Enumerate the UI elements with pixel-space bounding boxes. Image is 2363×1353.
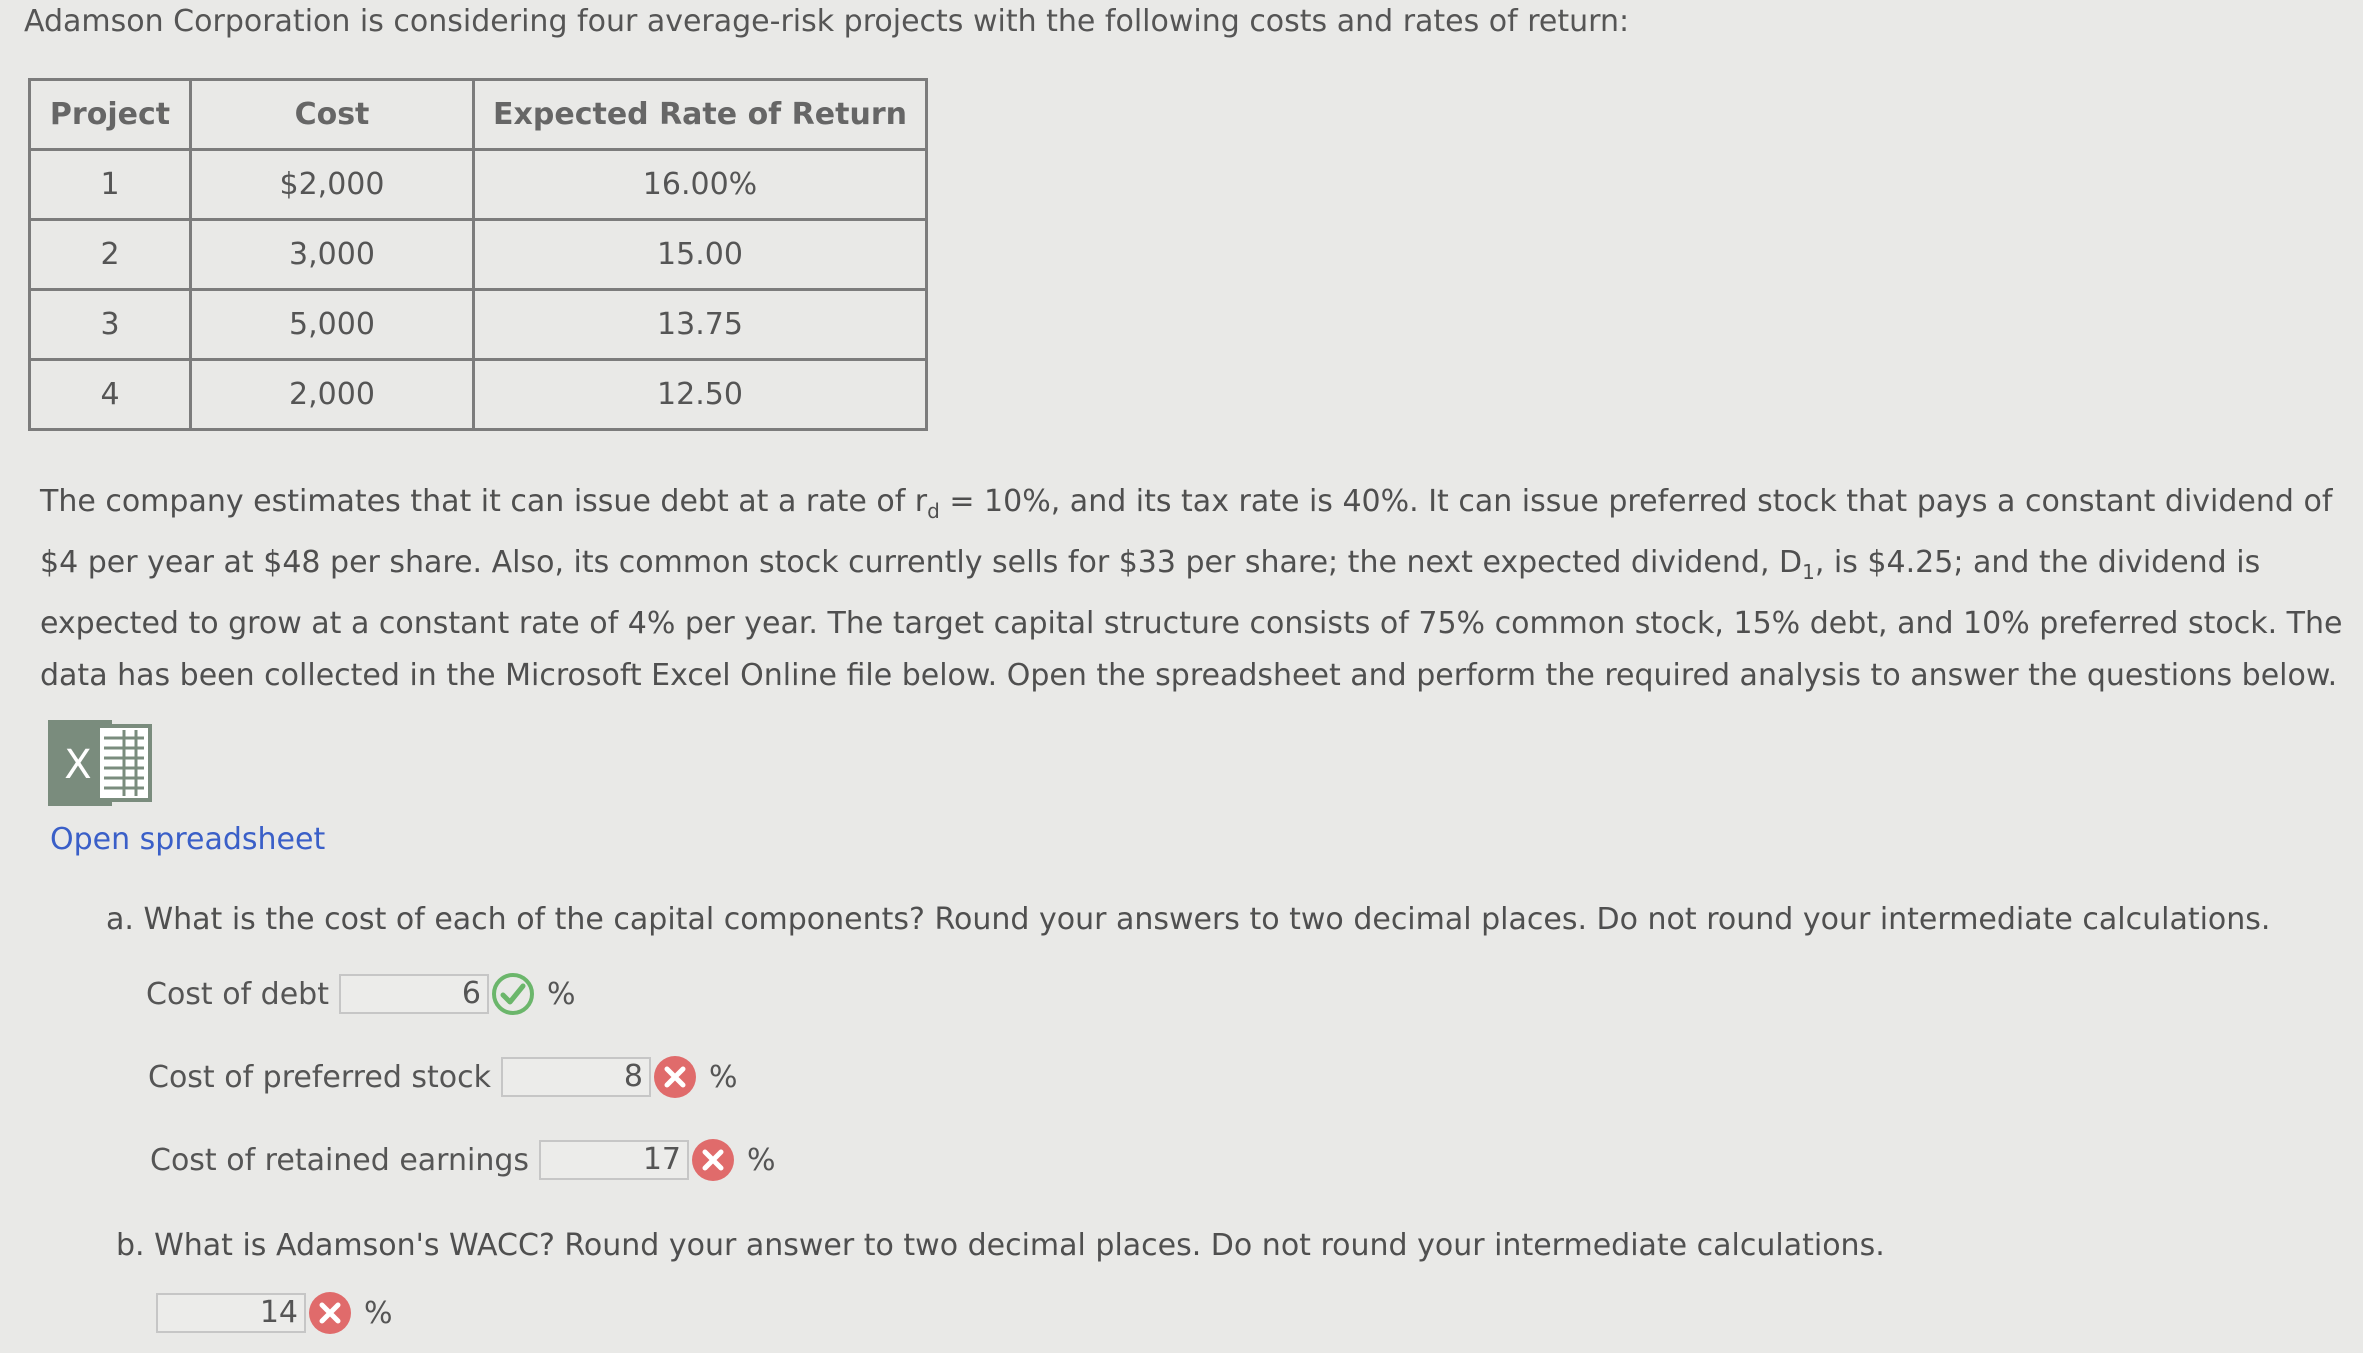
paragraph-part-2: = 10%, and its tax rate is 40%. It can issue preferred stock that pays a constant dividend of $4 per year at $48 per share. Also, its common stock currently sells for $33 per share; the next expected dividend, D xyxy=(40,484,2333,580)
table-row xyxy=(30,360,927,430)
projects-table xyxy=(28,78,928,431)
answer-row-cost-of-retained xyxy=(150,1138,776,1182)
paragraph-part-3: , is $4.25; and the dividend is expected to grow at a constant rate of 4% per year. The target capital structure consists of 75% common stock, 15% debt, and 10% preferred stock. The data has been collected in the Microsoft Excel Online file below. Open the spreadsheet and perform the required analysis to answer the questions below. xyxy=(40,545,2343,693)
cell-cost: 3,000 xyxy=(191,220,474,290)
cell-rate: 15.00 xyxy=(474,220,927,290)
answer-row-cost-of-preferred xyxy=(148,1055,738,1099)
cost-of-retained-input[interactable]: 17 xyxy=(539,1140,689,1180)
cell-rate: 12.50 xyxy=(474,360,927,430)
cost-of-preferred-label: Cost of preferred stock xyxy=(148,1059,492,1095)
wacc-input[interactable]: 14 xyxy=(156,1293,306,1333)
wacc-unit: % xyxy=(364,1295,393,1331)
cost-of-preferred-unit: % xyxy=(709,1059,738,1095)
excel-icon-letter: X xyxy=(64,742,92,788)
cell-cost: $2,000 xyxy=(191,150,474,220)
paragraph-part-1: The company estimates that it can issue debt at a rate of r xyxy=(40,484,928,519)
cost-of-debt-input[interactable]: 6 xyxy=(339,974,489,1014)
open-spreadsheet-link[interactable]: Open spreadsheet xyxy=(50,822,326,857)
subscript-1: 1 xyxy=(1802,560,1815,584)
cost-of-debt-unit: % xyxy=(547,976,576,1012)
cell-rate: 16.00% xyxy=(474,150,927,220)
question-b: b. What is Adamson's WACC? Round your answer to two decimal places. Do not round your intermediate calculations. xyxy=(116,1228,1885,1263)
incorrect-icon xyxy=(308,1291,352,1335)
incorrect-icon xyxy=(653,1055,697,1099)
subscript-d: d xyxy=(927,499,940,523)
header-rate: Expected Rate of Return xyxy=(474,80,927,150)
answer-row-cost-of-debt xyxy=(146,972,576,1016)
cost-of-retained-unit: % xyxy=(747,1142,776,1178)
cell-rate: 13.75 xyxy=(474,290,927,360)
cell-project: 1 xyxy=(30,150,191,220)
cell-project: 2 xyxy=(30,220,191,290)
excel-icon[interactable] xyxy=(48,714,156,812)
header-project: Project xyxy=(30,80,191,150)
cost-of-preferred-input[interactable]: 8 xyxy=(501,1057,651,1097)
table-row xyxy=(30,150,927,220)
cell-cost: 2,000 xyxy=(191,360,474,430)
check-icon xyxy=(491,972,535,1016)
cost-of-retained-label: Cost of retained earnings xyxy=(150,1142,530,1178)
question-a: a. What is the cost of each of the capital components? Round your answers to two decimal places. Do not round your intermediate calculations. xyxy=(106,902,2271,937)
cost-of-debt-label: Cost of debt xyxy=(146,976,329,1012)
cell-project: 4 xyxy=(30,360,191,430)
header-cost: Cost xyxy=(191,80,474,150)
table-row xyxy=(30,290,927,360)
problem-paragraph xyxy=(40,476,2350,702)
table-row xyxy=(30,220,927,290)
cell-project: 3 xyxy=(30,290,191,360)
answer-row-wacc xyxy=(156,1291,393,1335)
cell-cost: 5,000 xyxy=(191,290,474,360)
table-header-row xyxy=(30,80,927,150)
incorrect-icon xyxy=(691,1138,735,1182)
intro-text: Adamson Corporation is considering four average-risk projects with the following costs and rates of return: xyxy=(24,4,1630,39)
